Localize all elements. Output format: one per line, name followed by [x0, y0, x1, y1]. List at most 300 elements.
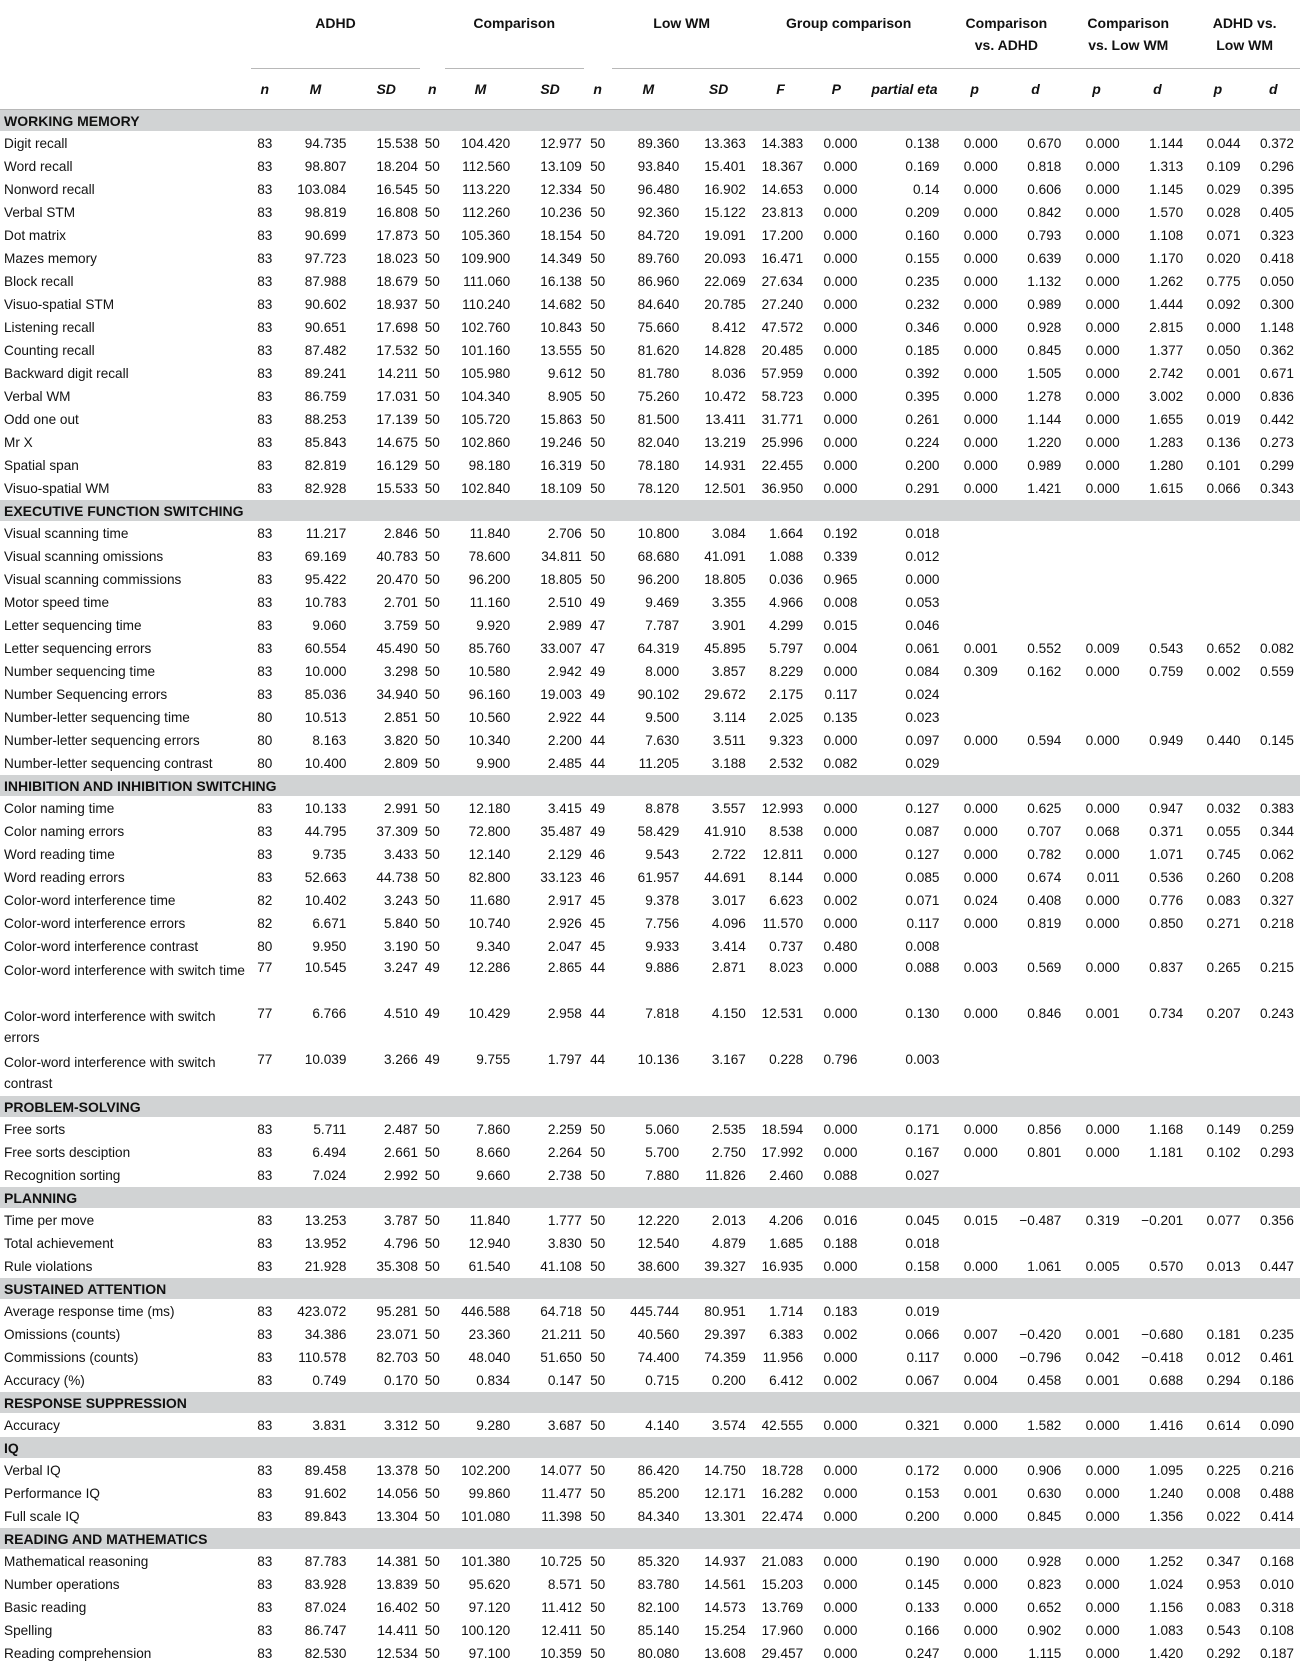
table-cell: 0.000	[963, 1463, 998, 1478]
table-cell: 27.634	[761, 274, 804, 289]
table-cell: 50	[590, 1327, 606, 1342]
table-cell: 12.220	[637, 1213, 680, 1228]
table-cell: 86.759	[304, 389, 347, 404]
table-cell: 50	[424, 756, 440, 771]
table-cell: 3.901	[711, 618, 746, 633]
table-cell: 0.000	[963, 412, 998, 427]
table-cell	[1067, 752, 1125, 775]
table-cell: 83	[257, 526, 273, 541]
table-cell: 15.863	[540, 412, 582, 427]
table-cell: 44	[590, 756, 606, 771]
table-cell: 0.003	[963, 960, 998, 975]
table-cell	[945, 545, 1003, 568]
table-cell: 16.935	[761, 1259, 804, 1274]
table-cell: 8.023	[769, 960, 804, 975]
table-cell	[1189, 706, 1246, 729]
table-cell: 17.960	[761, 1623, 804, 1638]
section-header-row	[0, 1187, 1300, 1209]
table-cell: 0.000	[963, 481, 998, 496]
table-row	[0, 545, 1300, 568]
table-cell: 0.003	[905, 1052, 940, 1067]
table-cell: 0.019	[905, 1304, 940, 1319]
table-row	[0, 1459, 1300, 1483]
table-cell	[1126, 591, 1190, 614]
table-cell	[1189, 683, 1246, 706]
measure-name: Performance IQ	[4, 1486, 100, 1501]
table-cell: 0.347	[1206, 1554, 1241, 1569]
table-cell: 1.664	[769, 526, 804, 541]
table-cell: 0.097	[905, 733, 940, 748]
table-cell: 0.183	[823, 1304, 858, 1319]
table-row	[0, 1369, 1300, 1392]
table-cell: 2.460	[769, 1168, 804, 1183]
table-cell: 89.241	[304, 366, 347, 381]
table-cell: 0.117	[824, 687, 858, 702]
table-cell: 0.209	[905, 205, 940, 220]
table-cell: 84.720	[637, 228, 680, 243]
table-cell: 18.805	[540, 572, 582, 587]
table-row	[0, 591, 1300, 614]
table-cell: 50	[424, 274, 440, 289]
measure-name: Number-letter sequencing contrast	[4, 756, 213, 771]
table-cell: 50	[424, 412, 440, 427]
table-cell: 9.340	[476, 939, 511, 954]
table-cell	[1189, 1050, 1246, 1096]
table-cell: 50	[590, 1259, 606, 1274]
table-cell: 10.000	[304, 664, 347, 679]
table-cell	[1189, 591, 1246, 614]
table-cell: 0.232	[905, 297, 940, 312]
section-title: IQ	[0, 1437, 1300, 1459]
table-cell: 14.561	[704, 1577, 746, 1592]
table-cell: 13.304	[376, 1509, 418, 1524]
table-row	[0, 316, 1300, 339]
table-cell: 0.291	[905, 481, 940, 496]
table-cell: 80.951	[704, 1304, 746, 1319]
table-cell: 0.186	[1259, 1373, 1294, 1388]
table-cell: 15.401	[704, 159, 746, 174]
table-cell: 0.092	[1206, 297, 1241, 312]
table-cell: 1.283	[1149, 435, 1184, 450]
table-cell: 0.000	[963, 182, 998, 197]
table-cell: 44.738	[376, 870, 418, 885]
table-cell: 0.012	[1206, 1350, 1241, 1365]
table-cell: 4.299	[769, 618, 804, 633]
table-cell: 13.219	[704, 435, 746, 450]
table-cell: 0.090	[1259, 1418, 1294, 1433]
table-cell	[1126, 1232, 1190, 1255]
table-cell: 0.734	[1149, 1006, 1184, 1021]
table-cell: 0.408	[1027, 893, 1062, 908]
table-cell: 9.755	[476, 1052, 511, 1067]
table-cell: 3.312	[383, 1418, 418, 1433]
table-cell: 0.440	[1206, 733, 1241, 748]
table-cell: 0.046	[905, 618, 940, 633]
table-cell	[1067, 935, 1125, 958]
table-cell: 0.846	[1027, 1006, 1062, 1021]
table-cell	[1004, 935, 1068, 958]
table-cell: 50	[424, 182, 440, 197]
table-cell: 50	[424, 1213, 440, 1228]
table-cell: 1.313	[1149, 159, 1184, 174]
table-cell: 0.362	[1259, 343, 1294, 358]
table-cell: 0.300	[1259, 297, 1294, 312]
table-cell: 0.000	[823, 1006, 858, 1021]
table-cell: 0.949	[1149, 733, 1184, 748]
table-cell: 58.429	[637, 824, 680, 839]
table-row	[0, 1118, 1300, 1142]
table-cell: 0.000	[823, 1554, 858, 1569]
table-cell: 2.991	[383, 801, 418, 816]
table-row	[0, 224, 1300, 247]
table-cell: 0.000	[963, 1623, 998, 1638]
table-cell: 50	[424, 847, 440, 862]
table-cell: 0.543	[1206, 1623, 1241, 1638]
measure-name: Number-letter sequencing errors	[4, 733, 200, 748]
subheader-cell: partial eta	[863, 69, 945, 110]
measure-name: Color naming time	[4, 801, 115, 816]
table-cell: 5.700	[645, 1145, 680, 1160]
table-cell: 6.412	[769, 1373, 804, 1388]
table-cell: 35.487	[540, 824, 582, 839]
table-cell	[1004, 591, 1068, 614]
table-cell: 50	[590, 297, 606, 312]
table-cell: 50	[590, 1122, 606, 1137]
table-cell: 95.281	[376, 1304, 418, 1319]
table-row	[0, 637, 1300, 660]
table-cell: 0.008	[905, 939, 940, 954]
table-cell: 0.261	[905, 412, 940, 427]
table-cell: 18.728	[761, 1463, 804, 1478]
table-cell: 0.023	[905, 710, 940, 725]
table-cell: 3.433	[383, 847, 418, 862]
measure-name: Listening recall	[4, 320, 95, 335]
table-cell: 2.535	[711, 1122, 746, 1137]
table-cell: 11.398	[541, 1509, 582, 1524]
table-cell: 0.000	[1085, 801, 1120, 816]
table-cell: 0.392	[905, 366, 940, 381]
table-cell: 21.211	[541, 1327, 582, 1342]
table-cell: 86.747	[304, 1623, 347, 1638]
table-cell: 50	[590, 435, 606, 450]
table-cell: 0.016	[823, 1213, 858, 1228]
table-cell: 78.180	[637, 458, 680, 473]
table-cell: 50	[590, 182, 606, 197]
table-cell: 0.000	[1085, 458, 1120, 473]
table-cell: 7.880	[645, 1168, 680, 1183]
table-cell: 0.000	[823, 733, 858, 748]
table-cell: 83	[257, 136, 273, 151]
table-cell: 3.759	[383, 618, 418, 633]
table-row	[0, 431, 1300, 454]
table-cell: 0.294	[1206, 1373, 1241, 1388]
section-title: PROBLEM-SOLVING	[0, 1096, 1300, 1118]
table-cell: 96.480	[637, 182, 680, 197]
table-cell: 0.299	[1259, 458, 1294, 473]
table-cell: 2.264	[547, 1145, 582, 1160]
table-cell: 61.957	[637, 870, 680, 885]
table-cell: 37.309	[376, 824, 418, 839]
table-cell: 45	[590, 939, 606, 954]
table-cell	[1067, 1232, 1125, 1255]
table-cell: 3.017	[711, 893, 746, 908]
table-cell: 0.327	[1259, 893, 1294, 908]
table-cell: 7.756	[645, 916, 680, 931]
table-cell: 82.703	[376, 1350, 418, 1365]
table-cell: 20.785	[704, 297, 746, 312]
table-cell: 0.000	[963, 916, 998, 931]
table-cell: 0.543	[1149, 641, 1184, 656]
table-cell: 13.253	[304, 1213, 347, 1228]
table-cell: 0.630	[1027, 1486, 1062, 1501]
table-cell: 2.809	[383, 756, 418, 771]
table-cell: 50	[590, 1350, 606, 1365]
measure-name: Counting recall	[4, 343, 95, 358]
measure-name: Mazes memory	[4, 251, 97, 266]
table-cell: 1.181	[1149, 1145, 1184, 1160]
table-cell: 50	[424, 1646, 440, 1661]
table-cell: 0.018	[905, 526, 940, 541]
table-cell: 17.698	[376, 320, 418, 335]
table-cell	[1067, 545, 1125, 568]
table-cell: 14.349	[540, 251, 582, 266]
table-cell: 0.745	[1206, 847, 1241, 862]
table-cell: 10.136	[637, 1052, 680, 1067]
table-cell: 0.000	[963, 159, 998, 174]
section-title: RESPONSE SUPPRESSION	[0, 1392, 1300, 1414]
table-cell: 0.000	[963, 205, 998, 220]
table-cell	[1004, 1050, 1068, 1096]
table-cell: 83	[257, 1577, 273, 1592]
subheader-cell: M	[612, 69, 686, 110]
table-cell: 16.138	[540, 274, 582, 289]
table-cell: 0.050	[1206, 343, 1241, 358]
table-cell: 0.000	[823, 205, 858, 220]
table-cell: 14.383	[761, 136, 804, 151]
table-cell: 7.860	[476, 1122, 511, 1137]
table-cell: 3.787	[383, 1213, 418, 1228]
table-cell: 50	[424, 916, 440, 931]
table-cell: 2.942	[547, 664, 582, 679]
subheader-cell: p	[1189, 69, 1246, 110]
section-title: EXECUTIVE FUNCTION SWITCHING	[0, 500, 1300, 522]
table-cell: 3.188	[711, 756, 746, 771]
table-row	[0, 935, 1300, 958]
table-cell: 0.147	[547, 1373, 582, 1388]
table-cell	[1004, 545, 1068, 568]
table-cell: 38.600	[637, 1259, 680, 1274]
table-cell: 10.039	[304, 1052, 347, 1067]
table-cell: 18.805	[704, 572, 746, 587]
table-cell: 83.780	[637, 1577, 680, 1592]
table-cell: 0.000	[1085, 136, 1120, 151]
table-cell: 0.153	[905, 1486, 940, 1501]
table-cell: 0.000	[1085, 412, 1120, 427]
table-cell: 3.298	[383, 664, 418, 679]
table-cell: 83	[257, 1486, 273, 1501]
table-cell: 0.208	[1259, 870, 1294, 885]
table-cell: 3.167	[711, 1052, 746, 1067]
table-cell: 83	[257, 1145, 273, 1160]
table-cell: 83	[257, 595, 273, 610]
table-cell: 80	[257, 939, 273, 954]
table-cell: 50	[590, 458, 606, 473]
table-cell: 0.000	[1085, 274, 1120, 289]
table-cell: 83	[257, 1304, 273, 1319]
table-cell: 0.082	[823, 756, 858, 771]
table-cell: 0.318	[1259, 1600, 1294, 1615]
corner-cell	[0, 69, 251, 110]
table-cell: 83	[257, 1350, 273, 1365]
table-cell	[1247, 1300, 1300, 1324]
table-cell: 12.977	[540, 136, 582, 151]
subheader-cell: n	[420, 69, 445, 110]
table-cell: 0.737	[769, 939, 804, 954]
table-cell	[1247, 683, 1300, 706]
table-row	[0, 889, 1300, 912]
table-cell: 83	[257, 435, 273, 450]
table-cell: 50	[424, 733, 440, 748]
table-cell: 9.735	[312, 847, 347, 862]
table-cell: 0.000	[823, 1577, 858, 1592]
table-cell: 112.260	[462, 205, 511, 220]
table-cell	[945, 752, 1003, 775]
subheader-cell: n	[584, 69, 612, 110]
table-cell: 0.000	[823, 1418, 858, 1433]
measure-name: Letter sequencing errors	[4, 641, 152, 656]
measure-name: Number-letter sequencing time	[4, 710, 190, 725]
table-cell: 85.320	[637, 1554, 680, 1569]
group-header: Comparison vs. ADHD	[945, 0, 1067, 69]
header-gap	[420, 0, 445, 69]
table-cell	[945, 522, 1003, 546]
table-row	[0, 270, 1300, 293]
table-cell: 51.650	[540, 1350, 582, 1365]
subheader-cell: d	[1126, 69, 1190, 110]
table-cell: 90.602	[304, 297, 347, 312]
table-cell: 0.169	[905, 159, 940, 174]
table-cell: 49	[424, 960, 440, 975]
table-cell: 9.612	[547, 366, 582, 381]
table-cell	[1247, 752, 1300, 775]
table-cell: 15.533	[376, 481, 418, 496]
table-cell: 10.725	[540, 1554, 582, 1569]
table-cell: 0.000	[823, 343, 858, 358]
table-row	[0, 522, 1300, 546]
table-cell: 1.582	[1027, 1418, 1062, 1433]
table-cell: 0.162	[1027, 664, 1062, 679]
table-cell	[1247, 1050, 1300, 1096]
table-row	[0, 201, 1300, 224]
table-cell: 44	[590, 1052, 606, 1067]
table-cell: 1.108	[1149, 228, 1184, 243]
table-cell: 15.254	[704, 1623, 746, 1638]
table-cell: 1.252	[1149, 1554, 1184, 1569]
table-cell: 10.133	[304, 801, 347, 816]
table-cell: 0.000	[963, 458, 998, 473]
table-cell: 2.175	[769, 687, 804, 702]
table-cell: 12.501	[704, 481, 746, 496]
table-cell: 0.000	[963, 1577, 998, 1592]
table-cell	[1004, 568, 1068, 591]
table-cell: 49	[590, 595, 606, 610]
table-cell: 60.554	[304, 641, 347, 656]
table-row	[0, 1550, 1300, 1574]
table-cell: 83	[257, 297, 273, 312]
table-cell: 95.620	[468, 1577, 511, 1592]
table-cell: 12.411	[541, 1623, 582, 1638]
table-cell: 0.083	[1206, 1600, 1241, 1615]
table-cell: 0.928	[1027, 320, 1062, 335]
table-cell: 1.505	[1027, 366, 1062, 381]
table-cell: 0.000	[905, 572, 940, 587]
table-cell	[1247, 522, 1300, 546]
group-header: Group comparison	[752, 0, 946, 69]
measure-name: Word reading time	[4, 847, 115, 862]
table-cell: 10.545	[304, 960, 347, 975]
table-cell: 1.570	[1149, 205, 1184, 220]
table-cell: 83	[257, 664, 273, 679]
table-row	[0, 660, 1300, 683]
table-cell: 86.960	[637, 274, 680, 289]
table-cell: 4.206	[769, 1213, 804, 1228]
table-cell: 11.205	[638, 756, 680, 771]
table-cell: 50	[590, 1236, 606, 1251]
table-cell: 16.402	[376, 1600, 418, 1615]
table-cell: 16.319	[540, 458, 582, 473]
table-cell: 1.655	[1149, 412, 1184, 427]
table-cell: 61.540	[468, 1259, 511, 1274]
table-cell: 0.000	[823, 870, 858, 885]
table-cell: 85.843	[304, 435, 347, 450]
table-cell: 0.260	[1206, 870, 1241, 885]
table-cell: 83	[257, 320, 273, 335]
table-cell: 1.685	[769, 1236, 804, 1251]
table-cell: 1.145	[1149, 182, 1184, 197]
table-cell: 90.102	[637, 687, 680, 702]
table-cell: 109.900	[461, 251, 511, 266]
table-cell: 50	[590, 412, 606, 427]
table-cell: 18.937	[376, 297, 418, 312]
table-cell: 0.061	[905, 641, 940, 656]
table-cell: 50	[424, 1122, 440, 1137]
table-cell: 0.749	[312, 1373, 347, 1388]
table-cell: 17.532	[376, 343, 418, 358]
table-cell: 1.615	[1149, 481, 1184, 496]
table-cell: 88.253	[304, 412, 347, 427]
table-cell: 0.343	[1259, 481, 1294, 496]
table-cell: 445.744	[630, 1304, 680, 1319]
section-title: READING AND MATHEMATICS	[0, 1528, 1300, 1550]
table-cell: 0.383	[1259, 801, 1294, 816]
table-cell: 0.127	[905, 801, 940, 816]
measure-name: Verbal WM	[4, 389, 71, 404]
table-cell: 0.007	[963, 1327, 998, 1342]
table-cell: 0.158	[905, 1259, 940, 1274]
group-header: Comparison	[445, 0, 584, 69]
table-cell: 23.071	[376, 1327, 418, 1342]
table-row	[0, 408, 1300, 431]
table-cell: 83	[257, 1213, 273, 1228]
table-cell: 9.886	[645, 960, 680, 975]
table-cell: 87.988	[304, 274, 347, 289]
table-cell: 6.623	[769, 893, 804, 908]
table-cell: 18.594	[761, 1122, 804, 1137]
table-cell: 49	[424, 1052, 440, 1067]
table-cell: 0.715	[645, 1373, 680, 1388]
table-cell: 27.240	[761, 297, 804, 312]
table-cell: 12.334	[540, 182, 582, 197]
